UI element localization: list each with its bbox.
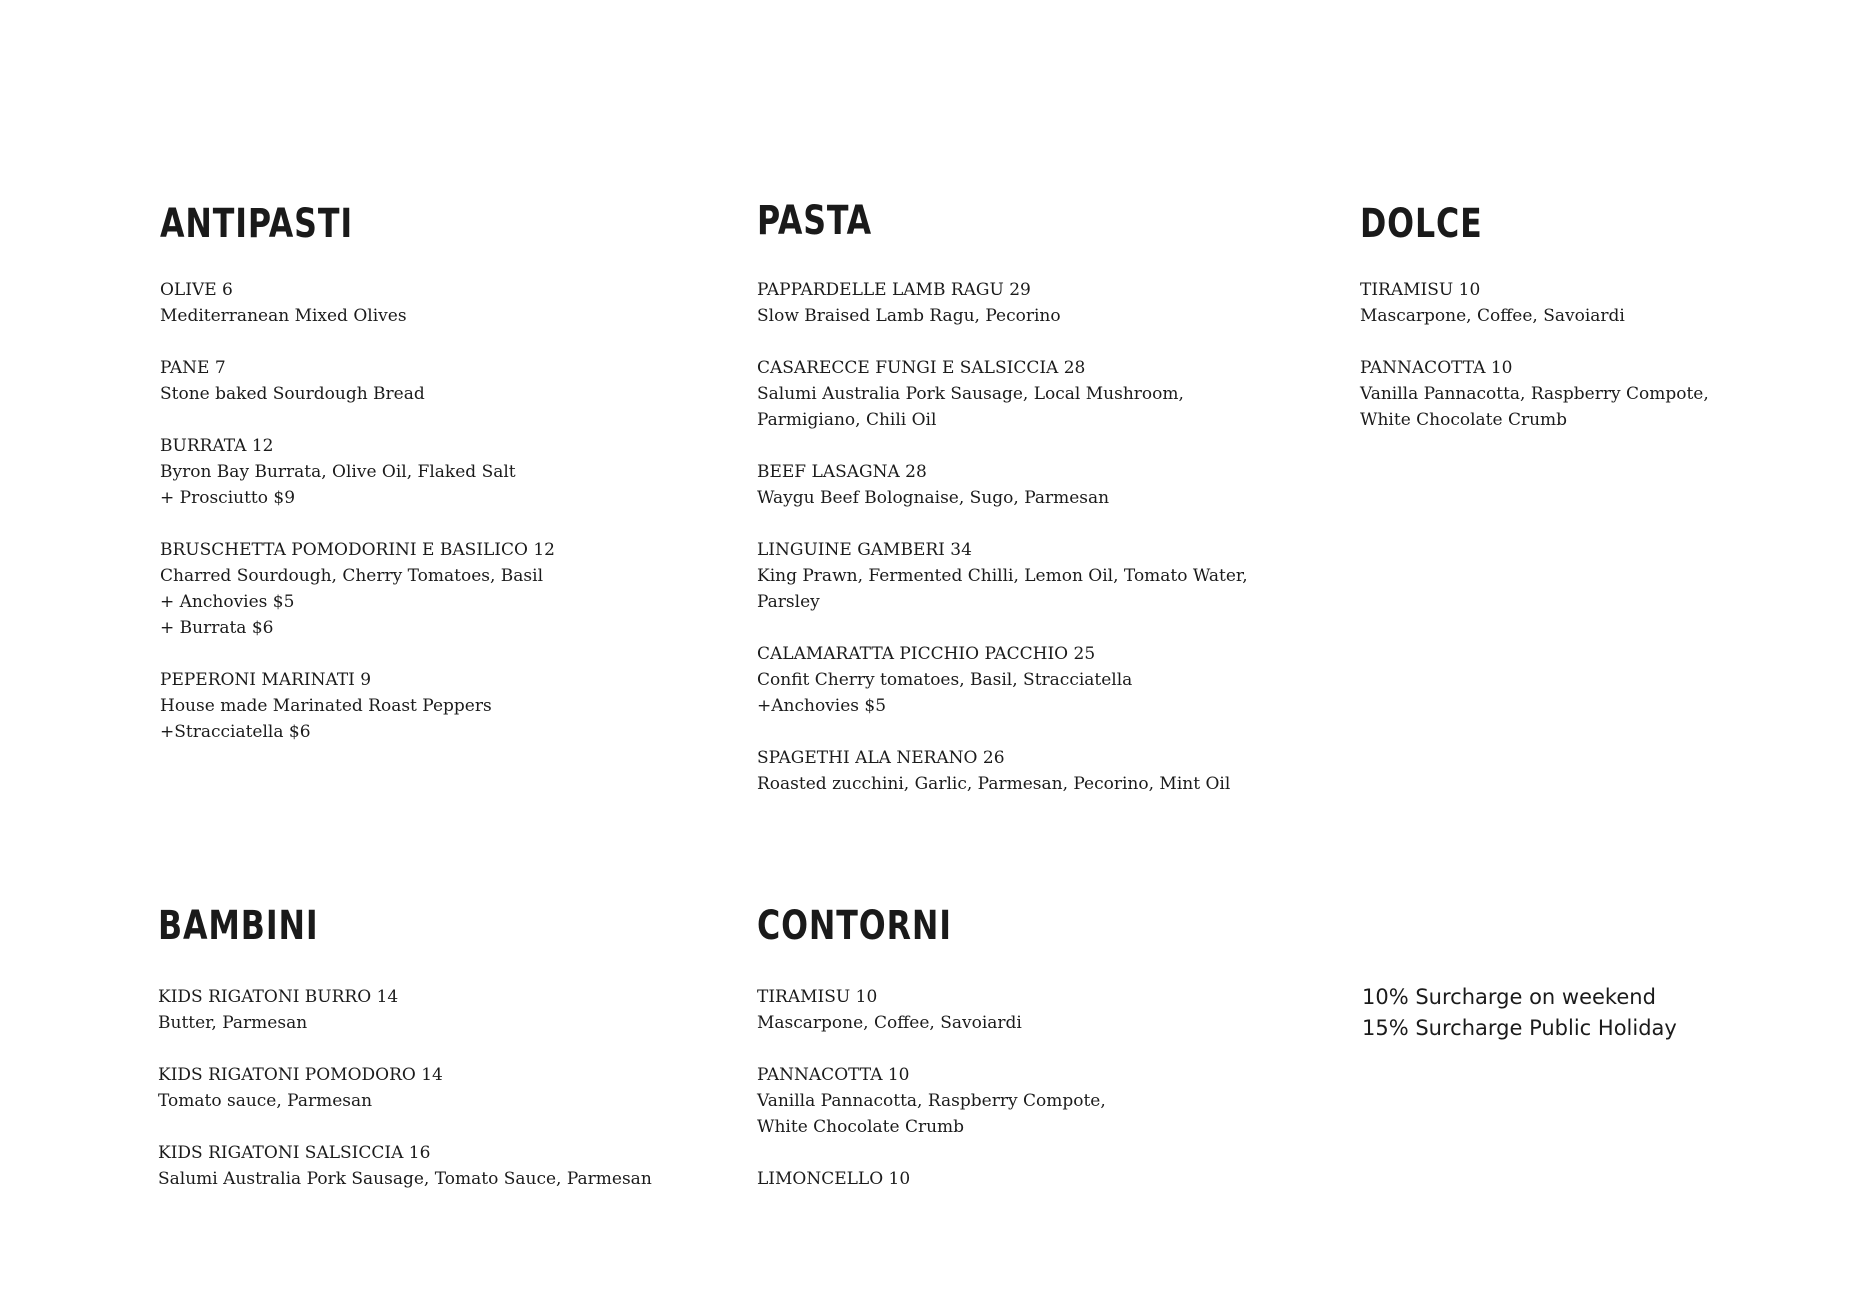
section-title: PASTA — [757, 198, 873, 244]
menu-item-description: Roasted zucchini, Garlic, Parmesan, Pecorino, Mint Oil — [757, 774, 1231, 794]
menu-item-list — [158, 984, 652, 1192]
menu-item — [160, 667, 555, 745]
menu-item-list — [160, 277, 555, 745]
menu-item-name-price: PANE 7 — [160, 358, 226, 378]
menu-item — [160, 433, 555, 511]
menu-item — [1360, 355, 1709, 433]
menu-item — [158, 1140, 652, 1192]
surcharge-note — [1362, 982, 1677, 1044]
menu-item-description: Mascarpone, Coffee, Savoiardi — [757, 1013, 1022, 1033]
menu-item-description: King Prawn, Fermented Chilli, Lemon Oil, Tomato Water, — [757, 566, 1248, 586]
menu-item-description: Stone baked Sourdough Bread — [160, 384, 425, 404]
section-title: CONTORNI — [757, 903, 952, 949]
menu-item-description: + Anchovies $5 — [160, 592, 295, 612]
menu-item-description: Byron Bay Burrata, Olive Oil, Flaked Salt — [160, 462, 516, 482]
menu-item-description: Waygu Beef Bolognaise, Sugo, Parmesan — [757, 488, 1110, 508]
menu-item — [757, 277, 1248, 329]
menu-item — [757, 537, 1248, 615]
menu-item-name-price: KIDS RIGATONI SALSICCIA 16 — [158, 1143, 431, 1163]
menu-item — [1360, 277, 1709, 329]
section-antipasti — [160, 200, 555, 745]
menu-item — [160, 277, 555, 329]
menu-item-name-price: BURRATA 12 — [160, 436, 274, 456]
menu-item-description: Mediterranean Mixed Olives — [160, 306, 407, 326]
menu-item-name-price: PAPPARDELLE LAMB RAGU 29 — [757, 280, 1031, 300]
menu-item — [757, 641, 1248, 719]
menu-item — [757, 1166, 1106, 1192]
menu-item-description: Charred Sourdough, Cherry Tomatoes, Basil — [160, 566, 544, 586]
menu-item — [757, 745, 1248, 797]
menu-item-name-price: PANNACOTTA 10 — [1360, 358, 1513, 378]
menu-item-description: + Prosciutto $9 — [160, 488, 296, 508]
menu-item-name-price: TIRAMISU 10 — [1360, 280, 1481, 300]
menu-item — [160, 355, 555, 407]
menu-item-description: +Anchovies $5 — [757, 696, 887, 716]
menu-item-name-price: KIDS RIGATONI POMODORO 14 — [158, 1065, 443, 1085]
menu-item-name-price: LINGUINE GAMBERI 34 — [757, 540, 972, 560]
menu-item-description: +Stracciatella $6 — [160, 722, 311, 742]
menu-item — [158, 984, 652, 1036]
menu-item-description: Confit Cherry tomatoes, Basil, Stracciatella — [757, 670, 1133, 690]
menu-item-name-price: PANNACOTTA 10 — [757, 1065, 910, 1085]
menu-item — [757, 459, 1248, 511]
section-title: ANTIPASTI — [160, 201, 353, 247]
menu-item-name-price: LIMONCELLO 10 — [757, 1169, 911, 1189]
surcharge-weekend: 10% Surcharge on weekend — [1362, 985, 1656, 1009]
menu-item — [757, 355, 1248, 433]
menu-item-description: Tomato sauce, Parmesan — [158, 1091, 373, 1111]
menu-item-description: Slow Braised Lamb Ragu, Pecorino — [757, 306, 1061, 326]
menu-item-description: Vanilla Pannacotta, Raspberry Compote, — [1360, 384, 1709, 404]
menu-item-name-price: KIDS RIGATONI BURRO 14 — [158, 987, 399, 1007]
menu-item — [160, 537, 555, 641]
menu-item-description: White Chocolate Crumb — [1360, 410, 1568, 430]
menu-item-list — [1360, 277, 1709, 433]
menu-item-description: House made Marinated Roast Peppers — [160, 696, 492, 716]
section-title: DOLCE — [1360, 201, 1483, 247]
menu-item-name-price: BRUSCHETTA POMODORINI E BASILICO 12 — [160, 540, 555, 560]
menu-item-name-price: OLIVE 6 — [160, 280, 233, 300]
menu-item-description: Mascarpone, Coffee, Savoiardi — [1360, 306, 1625, 326]
section-pasta — [757, 197, 1248, 797]
menu-item-list — [757, 277, 1248, 797]
section-dolce — [1360, 200, 1709, 433]
menu-item-description: Butter, Parmesan — [158, 1013, 308, 1033]
menu-item-description: Vanilla Pannacotta, Raspberry Compote, — [757, 1091, 1106, 1111]
menu-item-description: Salumi Australia Pork Sausage, Local Mushroom, — [757, 384, 1184, 404]
menu-item-description: + Burrata $6 — [160, 618, 274, 638]
menu-item-name-price: PEPERONI MARINATI 9 — [160, 670, 372, 690]
menu-item — [757, 1062, 1106, 1140]
menu-item — [158, 1062, 652, 1114]
menu-item-name-price: CALAMARATTA PICCHIO PACCHIO 25 — [757, 644, 1096, 664]
section-contorni — [757, 902, 1106, 1192]
menu-item-name-price: CASARECCE FUNGI E SALSICCIA 28 — [757, 358, 1086, 378]
menu-item-name-price: BEEF LASAGNA 28 — [757, 462, 927, 482]
menu-item-description: Salumi Australia Pork Sausage, Tomato Sauce, Parmesan — [158, 1169, 652, 1189]
menu-item-list — [757, 984, 1106, 1192]
section-title: BAMBINI — [158, 903, 319, 949]
surcharge-public-holiday: 15% Surcharge Public Holiday — [1362, 1016, 1677, 1040]
menu-item — [757, 984, 1106, 1036]
menu-item-name-price: TIRAMISU 10 — [757, 987, 878, 1007]
section-bambini — [158, 902, 652, 1192]
menu-item-name-price: SPAGETHI ALA NERANO 26 — [757, 748, 1005, 768]
menu-item-description: Parsley — [757, 592, 820, 612]
menu-item-description: Parmigiano, Chili Oil — [757, 410, 937, 430]
menu-item-description: White Chocolate Crumb — [757, 1117, 965, 1137]
